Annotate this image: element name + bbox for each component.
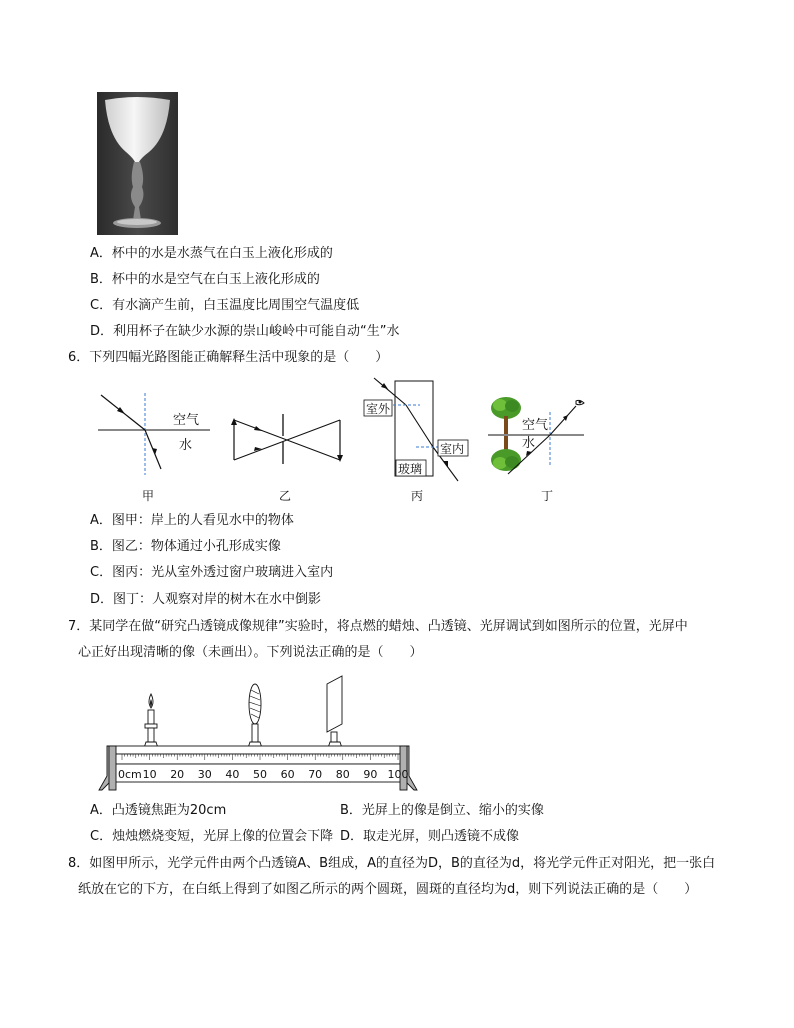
ruler-label: 60: [280, 768, 295, 781]
q6-option-c: C．图丙：光从室外透过窗户玻璃进入室内: [90, 565, 334, 580]
q5-option-c: C．有水滴产生前，白玉温度比周围空气温度低: [90, 298, 360, 313]
fig-ding-diagram: [488, 394, 588, 476]
fig-bing-diagram: [360, 375, 472, 483]
ruler-label: 80: [335, 768, 350, 781]
fig-ding-air-label: 空气: [522, 418, 549, 433]
q7-option-c: C．烛烛燃烧变短，光屏上像的位置会下降: [90, 829, 334, 844]
fig-jia-diagram: [95, 385, 215, 480]
fig-jia-caption: 甲: [142, 489, 155, 503]
ruler-label: 100: [387, 768, 409, 781]
q7-option-d: D．取走光屏，则凸透镜不成像: [340, 829, 520, 844]
q7-stem-line2: 心正好出现清晰的像（未画出）。下列说法正确的是（ ）: [78, 645, 423, 660]
q6-option-d: D．图丁：人观察对岸的树木在水中倒影: [90, 592, 322, 607]
q8-stem-line2: 纸放在它的下方，在白纸上得到了如图乙所示的两个圆斑，圆斑的直径均为d，则下列说法正确的是（ ）: [78, 882, 698, 897]
ruler-label: 50: [253, 768, 267, 781]
q8-stem-line1: 8．如图甲所示，光学元件由两个凸透镜A、B组成，A的直径为D，B的直径为d，将光学元件正对阳光，把一张白: [68, 856, 716, 871]
fig-bing-indoor-label: 室内: [440, 442, 465, 456]
fig-yi-diagram: [228, 412, 358, 467]
q7-option-a: A．凸透镜焦距为20cm: [90, 803, 227, 818]
white-jade-cup-photo: [97, 92, 178, 235]
optical-bench-diagram: [98, 672, 418, 792]
fig-bing-glass-label: 玻璃: [398, 462, 423, 476]
q7-stem-line1: 7．某同学在做“研究凸透镜成像规律”实验时，将点燃的蜡烛、凸透镜、光屏调试到如图所示的位置，光屏中: [68, 619, 688, 634]
fig-bing-outdoor-label: 室外: [366, 402, 391, 416]
fig-yi-caption: 乙: [279, 489, 292, 503]
fig-bing-caption: 丙: [411, 489, 424, 503]
ruler-label: 90: [363, 768, 378, 781]
ruler-unit-label: 0cm: [118, 768, 142, 781]
fig-ding-caption: 丁: [541, 489, 554, 503]
ruler-label: 10: [142, 768, 157, 781]
q6-option-b: B．图乙：物体通过小孔形成实像: [90, 539, 281, 554]
q5-option-a: A．杯中的水是水蒸气在白玉上液化形成的: [90, 246, 333, 261]
ruler-label: 20: [170, 768, 185, 781]
q7-option-b: B．光屏上的像是倒立、缩小的实像: [340, 803, 544, 818]
q6-option-a: A．图甲：岸上的人看见水中的物体: [90, 513, 294, 528]
q6-stem: 6．下列四幅光路图能正确解释生活中现象的是（ ）: [68, 350, 389, 365]
fig-jia-water-label: 水: [179, 438, 193, 453]
ruler-label: 30: [197, 768, 212, 781]
q5-option-d: D．利用杯子在缺少水源的崇山峻岭中可能自动“生”水: [90, 324, 400, 339]
ruler-label: 70: [308, 768, 323, 781]
fig-ding-water-label: 水: [522, 436, 536, 451]
q5-option-b: B．杯中的水是空气在白玉上液化形成的: [90, 272, 320, 287]
ruler-label: 40: [225, 768, 240, 781]
fig-jia-air-label: 空气: [173, 413, 200, 428]
